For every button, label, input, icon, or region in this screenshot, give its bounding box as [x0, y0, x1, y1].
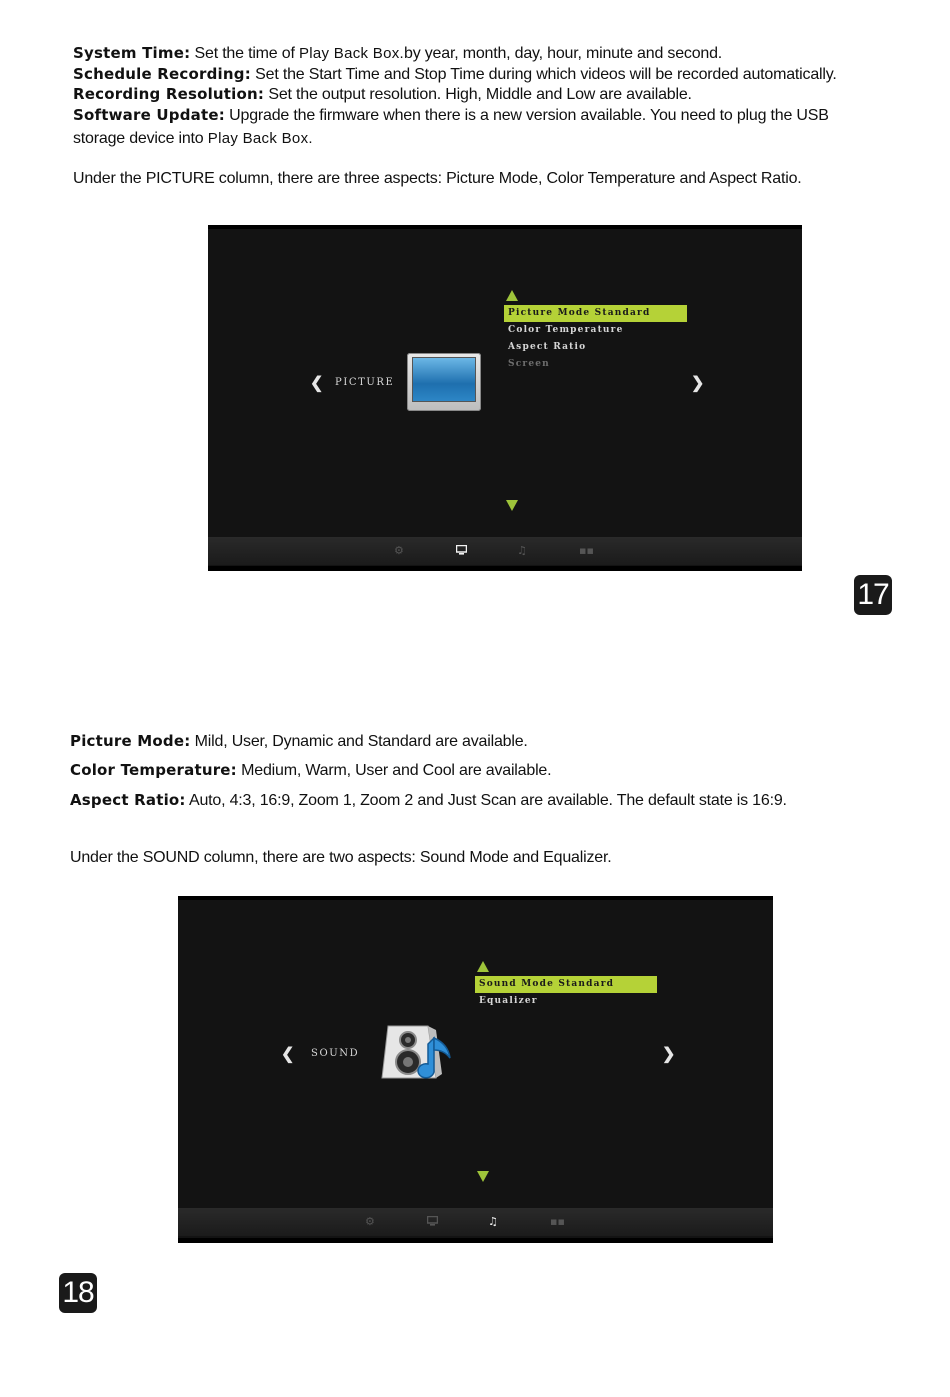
menu-item-aspect-ratio[interactable]: Aspect Ratio [508, 342, 587, 352]
sound-intro: Under the SOUND column, there are two aspects: Sound Mode and Equalizer. [70, 849, 612, 866]
speaker-music-icon [378, 1022, 456, 1086]
page-number-badge: 17 [854, 575, 892, 615]
menu-item-screen: Screen [508, 359, 550, 369]
bottom-icon-bar [178, 1208, 773, 1236]
scroll-down-arrow-icon[interactable] [506, 500, 518, 511]
apps-grid-icon[interactable]: ▪▪ [550, 1215, 565, 1228]
category-label: SOUND [311, 1048, 360, 1059]
picture-intro: Under the PICTURE column, there are three aspects: Picture Mode, Color Temperature and Aspect Ratio. [73, 170, 802, 187]
scroll-down-arrow-icon[interactable] [477, 1171, 489, 1182]
aspect-ratio-line: Aspect Ratio: Auto, 4:3, 16:9, Zoom 1, Zoom 2 and Just Scan are available. The default state is 16:9. [70, 791, 787, 809]
scroll-up-arrow-icon[interactable] [477, 961, 489, 972]
schedule-recording-label: Schedule Recording: [73, 65, 251, 83]
menu-item-sound-mode[interactable]: Sound Mode Standard [475, 976, 657, 993]
picture-mode-label: Picture Mode: [70, 732, 191, 750]
apps-grid-icon[interactable]: ▪▪ [579, 544, 594, 557]
settings-gear-icon[interactable]: ⚙ [394, 544, 404, 557]
sound-note-icon[interactable]: ♫ [488, 1215, 498, 1228]
recording-resolution-label: Recording Resolution: [73, 85, 265, 103]
page-number-badge: 18 [59, 1273, 97, 1313]
category-label: PICTURE [335, 377, 395, 388]
scroll-up-arrow-icon[interactable] [506, 290, 518, 301]
settings-gear-icon[interactable]: ⚙ [365, 1215, 375, 1228]
system-time-line: System Time: Set the time of Play Back Box.by year, month, day, hour, minute and second. [73, 44, 723, 62]
menu-item-equalizer[interactable]: Equalizer [479, 996, 538, 1006]
software-update-label: Software Update: [73, 106, 225, 124]
aspect-ratio-label: Aspect Ratio: [70, 791, 186, 809]
system-time-label: System Time: [73, 44, 191, 62]
recording-resolution-line: Recording Resolution: Set the output resolution. High, Middle and Low are available. [73, 85, 692, 103]
picture-monitor-icon[interactable] [456, 545, 467, 558]
color-temperature-label: Color Temperature: [70, 761, 237, 779]
picture-monitor-icon[interactable] [427, 1216, 438, 1229]
menu-item-color-temperature[interactable]: Color Temperature [508, 325, 624, 335]
next-category-arrow-icon[interactable]: ❯ [662, 1044, 676, 1063]
software-update-line: Software Update: Upgrade the firmware when there is a new version available. You need to plug the USB [73, 106, 829, 124]
next-category-arrow-icon[interactable]: ❯ [691, 373, 705, 392]
tv-monitor-icon [407, 353, 481, 411]
sound-menu-screen [178, 896, 773, 1243]
software-update-line-cont: storage device into Play Back Box. [73, 130, 313, 147]
picture-menu-screen [208, 225, 802, 571]
color-temperature-line: Color Temperature: Medium, Warm, User and Cool are available. [70, 761, 552, 779]
sound-note-icon[interactable]: ♫ [517, 544, 527, 557]
bottom-icon-bar [208, 537, 802, 565]
schedule-recording-line: Schedule Recording: Set the Start Time and Stop Time during which videos will be recorded automatically. [73, 65, 837, 83]
menu-item-picture-mode[interactable]: Picture Mode Standard [504, 305, 687, 322]
prev-category-arrow-icon[interactable]: ❮ [310, 373, 324, 392]
picture-mode-line: Picture Mode: Mild, User, Dynamic and Standard are available. [70, 732, 528, 750]
prev-category-arrow-icon[interactable]: ❮ [281, 1044, 295, 1063]
